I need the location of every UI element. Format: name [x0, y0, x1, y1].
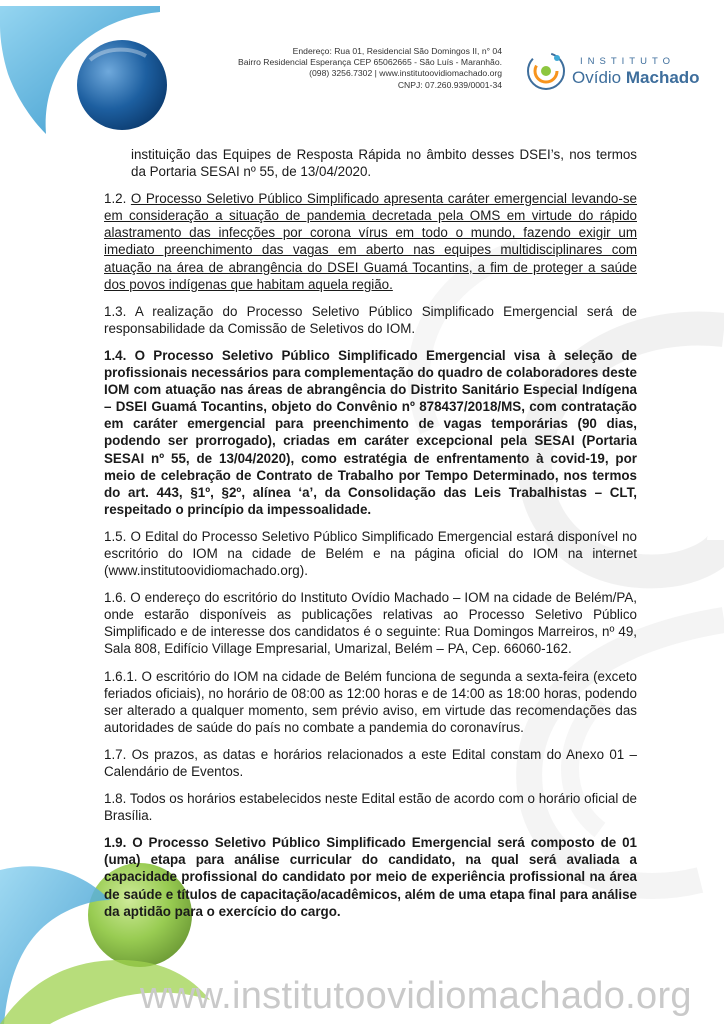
header-address	[190, 46, 502, 91]
paragraph-1-3: 1.3. A realização do Processo Seletivo Público Simplificado Emergencial será de responsabilidade da Comissão de Seletivos do IOM.	[104, 303, 637, 336]
paragraph-1-9: 1.9. O Processo Seletivo Público Simplificado Emergencial será composto de 01 (uma) etapa para análise curricular do candidato, na qual será avaliada a capacidade profissional do candidato por meio de experiência profissional na área de saúde e títulos de capacitação/acadêmicos, além de uma etapa final para análise da aptidão para o exercício do cargo.	[104, 835, 637, 919]
logo-name	[572, 68, 700, 88]
blue-sphere	[77, 40, 167, 130]
contact-line: (098) 3256.7302 | www.institutoovidiomachado.org	[309, 68, 502, 79]
paragraph-number: 1.2.	[104, 191, 131, 207]
logo-top-text: INSTITUTO	[580, 56, 675, 67]
paragraph-1-4: 1.4. O Processo Seletivo Público Simplificado Emergencial visa à seleção de profissionais necessários para complementação do quadro de colaboradores deste IOM com atuação nas áreas de abrangência do Distrito Sanitário Especial Indígena – DSEI Guamá Tocantins, objeto do Convênio nº 878437/2018/MS, com contratação em caráter emergencial para preenchimento de vagas temporárias (90 dias, podendo ser prorrogado), criadas em caráter excepcional pela SESAI (Portaria SESAI nº 55, de 13/04/2020), como estratégia de enfrentamento à covid-19, por meio de celebração de Contrato de Trabalho por Tempo Determinado, nos termos do art. 443, §1º, §2º, alínea ‘a’, da Consolidação das Leis Trabalhistas – CLT, respeitado o princípio da impessoalidade.	[104, 347, 637, 517]
paragraph-continuation: instituição das Equipes de Resposta Rápida no âmbito desses DSEI’s, nos termos da Portaria SESAI nº 55, de 13/04/2020.	[131, 147, 637, 180]
paragraph-1-6-1: 1.6.1. O escritório do IOM na cidade de Belém funciona de segunda a sexta-feira (exceto feriados oficiais), no horário de 08:00 as 12:00 horas e de 14:00 as 18:00 horas, podendo ser alterado a qualquer momento, sem prévio aviso, em virtude das recomendações das autoridades de saúde do país no combate a pandemia do coronavírus.	[104, 668, 637, 735]
footer-website: www.institutoovidiomachado.org	[140, 975, 692, 1017]
document-body	[104, 146, 637, 930]
paragraph-1-8: 1.8. Todos os horários estabelecidos neste Edital estão de acordo com o horário oficial de Brasília.	[104, 791, 637, 824]
logo-name-bold: Machado	[625, 68, 700, 87]
paragraph-1-7: 1.7. Os prazos, as datas e horários relacionados a este Edital constam do Anexo 01 – Calendário de Eventos.	[104, 746, 637, 779]
paragraph-1-2	[104, 190, 637, 293]
address-line: Endereço: Rua 01, Residencial São Domingos II, n° 04	[292, 46, 502, 56]
paragraph-1-6: 1.6. O endereço do escritório do Instituto Ovídio Machado – IOM na cidade de Belém/PA, onde estarão disponíveis as publicações relativas ao Processo Seletivo Público Simplificado e de interesse dos candidatos é o seguinte: Rua Domingos Marreiros, nº 49, Sala 808, Edifício Village Empresarial, Umarizal, Belém – PA, Cep. 66060-162.	[104, 590, 637, 657]
underlined-text: O Processo Seletivo Público Simplificado apresenta caráter emergencial levando-se em consideração a situação de pandemia decretada pela OMS em virtude do rápido alastramento das infecções por corona vírus em todo o mundo, fazendo exigir um imediato preenchimento das vagas em aberto nas equipes multidisciplinares com atuação na área de abrangência do DSEI Guamá Tocantins, a fim de proteger a saúde dos povos indígenas que habitam aquela região.	[104, 191, 637, 292]
logo-name-regular: Ovídio	[572, 68, 622, 87]
logo-mark-icon	[524, 48, 570, 94]
paragraph-1-5: 1.5. O Edital do Processo Seletivo Público Simplificado Emergencial estará disponível no escritório do IOM na cidade de Belém e na página oficial do IOM na internet (www.institutoovidiomachado.org).	[104, 528, 637, 579]
cnpj-line: CNPJ: 07.260.939/0001-34	[397, 79, 502, 90]
institute-logo	[524, 48, 704, 94]
address-line: Bairro Residencial Esperança CEP 65062665 - São Luís - Maranhão.	[237, 57, 502, 68]
